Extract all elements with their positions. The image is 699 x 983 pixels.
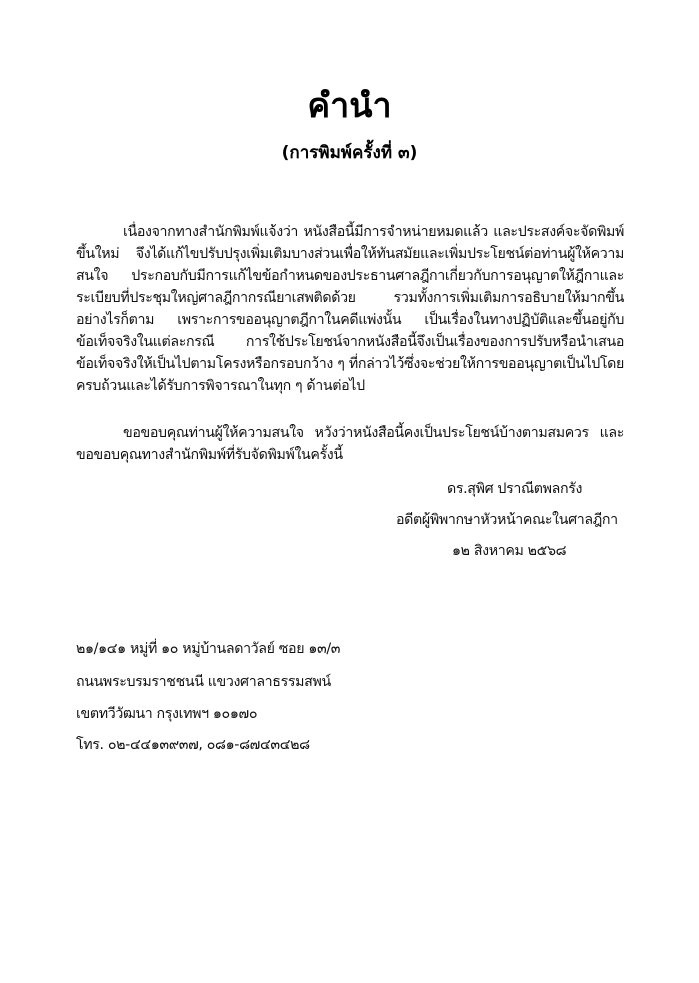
address-line-3: เขตทวีวัฒนา กรุงเทพฯ ๑๐๑๗๐ — [76, 706, 258, 722]
paragraph-line: ขอขอบคุณทางสำนักพิมพ์ที่รับจัดพิมพ์ในครั้งนี้ — [76, 447, 343, 463]
page-title: คำนำ — [307, 86, 392, 126]
author-position: อดีตผู้พิพากษาหัวหน้าคณะในศาลฎีกา — [396, 512, 618, 528]
paragraph-line: ขึ้นใหม่ จึงได้แก้ไขปรับปรุงเพิ่มเติมบางส่วนเพื่อให้ทันสมัยและเพิ่มประโยชน์ต่อท่านผู้ให้ความ — [76, 246, 624, 262]
paragraph-line: เนื่องจากทางสำนักพิมพ์แจ้งว่า หนังสือนี้มีการจำหน่ายหมดแล้ว และประสงค์จะจัดพิมพ์ — [123, 224, 624, 240]
paragraph-line: ระเบียบที่ประชุมใหญ่ศาลฎีกากรณียาเสพติดด้วย รวมทั้งการเพิ่มเติมการอธิบายให้มากขึ้น — [76, 290, 624, 306]
address-line-1: ๒๑/๑๔๑ หมู่ที่ ๑๐ หมู่บ้านลดาวัลย์ ซอย ๑๓/๓ — [76, 641, 341, 657]
phone-number: โทร. ๐๒-๔๔๑๓๙๓๗, ๐๘๑-๘๗๔๓๔๒๘ — [76, 737, 310, 753]
paragraph-line: ขอขอบคุณท่านผู้ให้ความสนใจ หวังว่าหนังสือนี้คงเป็นประโยชน์บ้างตามสมควร และ — [123, 425, 624, 441]
paragraph-line: ข้อเท็จจริงให้เป็นไปตามโครงหรือกรอบกว้าง ๆ ที่กล่าวไว้ซึ่งจะช่วยให้การขออนุญาตเป็นไปโดย — [76, 356, 624, 372]
paragraph-line: อย่างไรก็ตาม เพราะการขออนุญาตฎีกาในคดีแพ่งนั้น เป็นเรื่องในทางปฏิบัติและขึ้นอยู่กับ — [76, 312, 624, 328]
paragraph-line: ข้อเท็จจริงในแต่ละกรณี การใช้ประโยชน์จากหนังสือนี้จึงเป็นเรื่องของการปรับหรือนำเสนอ — [76, 334, 624, 350]
edition-subtitle: (การพิมพ์ครั้งที่ ๓) — [281, 143, 418, 163]
address-line-2: ถนนพระบรมราชชนนี แขวงศาลาธรรมสพน์ — [76, 674, 331, 690]
signature-date: ๑๒ สิงหาคม ๒๕๖๘ — [452, 543, 567, 559]
author-name: ดร.สุพิศ ปราณีตพลกรัง — [447, 481, 583, 497]
paragraph-line: สนใจ ประกอบกับมีการแก้ไขข้อกำหนดของประธานศาลฎีกาเกี่ยวกับการอนุญาตให้ฎีกาและ — [76, 268, 624, 284]
paragraph-line: ครบถ้วนและได้รับการพิจารณาในทุก ๆ ด้านต่อไป — [76, 378, 365, 394]
